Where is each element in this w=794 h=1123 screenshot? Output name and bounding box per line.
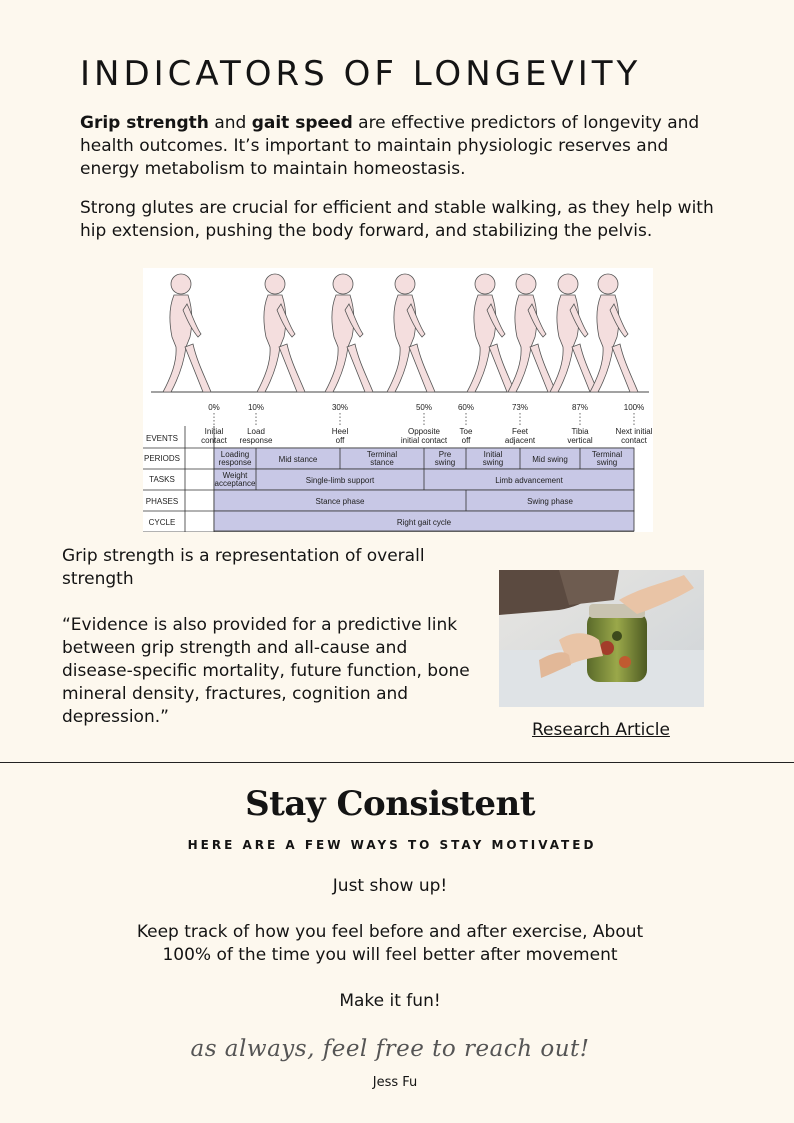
event-tick-markers <box>214 413 634 426</box>
motivation-subtitle: HERE ARE A FEW WAYS TO STAY MOTIVATED <box>187 838 597 852</box>
row-label: EVENTS <box>145 434 179 443</box>
stay-consistent-heading: Stay Consistent <box>245 784 535 824</box>
motivation-tips <box>120 875 660 1036</box>
tip-item: Make it fun! <box>339 991 441 1011</box>
period-label: Mid stance <box>278 455 318 464</box>
percent-label: 30% <box>331 403 349 412</box>
event-label: Heel off <box>331 427 349 445</box>
row-label: TASKS <box>149 475 175 484</box>
event-labels <box>201 427 653 445</box>
grip-strength-term: Grip strength <box>80 113 209 133</box>
walker-figure <box>257 274 305 392</box>
event-label: Feet adjacent <box>504 427 536 445</box>
periods-row <box>214 448 634 469</box>
task-label: Weight acceptance <box>214 471 256 488</box>
event-label: Initial contact <box>201 427 227 445</box>
walker-figure <box>387 274 435 392</box>
period-label: Terminal stance <box>366 450 398 467</box>
phases-row <box>214 490 634 511</box>
tip-item: Just show up! <box>332 876 448 896</box>
period-label: Initial swing <box>482 450 504 467</box>
period-label: Mid swing <box>532 455 568 464</box>
tasks-row <box>214 469 634 490</box>
percent-label: 0% <box>208 403 220 412</box>
page-title: INDICATORS OF LONGEVITY <box>80 54 642 94</box>
percent-label: 50% <box>415 403 433 412</box>
percent-label: 60% <box>457 403 475 412</box>
author-name: Jess Fu <box>372 1075 418 1090</box>
gait-cycle-diagram <box>143 268 653 532</box>
jar-opening-photo <box>499 570 704 707</box>
gait-speed-term: gait speed <box>251 113 353 133</box>
grip-strength-statement: Grip strength is a representation of overall strength <box>62 546 425 589</box>
event-label: Tibia vertical <box>567 427 593 445</box>
event-label: Load response <box>239 427 273 445</box>
grip-strength-section <box>62 545 482 729</box>
task-label: Limb advancement <box>495 476 563 485</box>
walker-figure <box>325 274 373 392</box>
cycle-label: Right gait cycle <box>396 518 452 527</box>
research-article-link[interactable]: Research Article <box>532 720 670 740</box>
event-label: Opposite initial contact <box>400 427 448 445</box>
walker-figure <box>467 274 515 392</box>
signoff-script: as always, feel free to reach out! <box>190 1036 590 1062</box>
walker-figure <box>508 274 556 392</box>
intro-rest: are effective predictors of longevity and health outcomes. It’s important to maintain physiologic reserves and energy metabolism to maintain homeostasis. <box>80 113 700 179</box>
period-label: Terminal swing <box>591 450 623 467</box>
event-label: Toe off <box>459 427 473 445</box>
grip-strength-quote: “Evidence is also provided for a predictive link between grip strength and all-cause and disease-specific mortality, future function, bone mineral density, fractures, cognition and depression.” <box>62 615 470 727</box>
percent-label: 73% <box>511 403 529 412</box>
percent-labels <box>208 403 644 412</box>
walker-figure <box>550 274 598 392</box>
period-label: Pre swing <box>434 450 456 467</box>
row-label: PHASES <box>145 497 179 506</box>
phase-label: Stance phase <box>315 497 365 506</box>
phase-label: Swing phase <box>527 497 573 506</box>
percent-label: 87% <box>571 403 589 412</box>
cycle-row <box>214 511 634 531</box>
tip-item: Keep track of how you feel before and after exercise, About 100% of the time you will feel better after movement <box>136 922 644 965</box>
intro-paragraph <box>80 112 715 181</box>
event-label: Next initial contact <box>615 427 653 445</box>
row-label: PERIODS <box>143 454 181 463</box>
percent-label: 100% <box>623 403 645 412</box>
jar-photo-illustration <box>499 570 704 707</box>
glutes-paragraph: Strong glutes are crucial for efficient and stable walking, as they help with hip extension, pushing the body forward, and stabilizing the pelvis. <box>80 198 714 241</box>
walker-figure <box>590 274 638 392</box>
percent-label: 10% <box>247 403 265 412</box>
period-label: Loading response <box>218 450 252 467</box>
gait-cycle-svg <box>143 268 653 532</box>
section-divider <box>0 762 794 763</box>
walker-figure <box>163 274 211 392</box>
intro-connector: and <box>208 113 252 133</box>
task-label: Single-limb support <box>305 476 375 485</box>
row-label: CYCLE <box>148 518 176 527</box>
